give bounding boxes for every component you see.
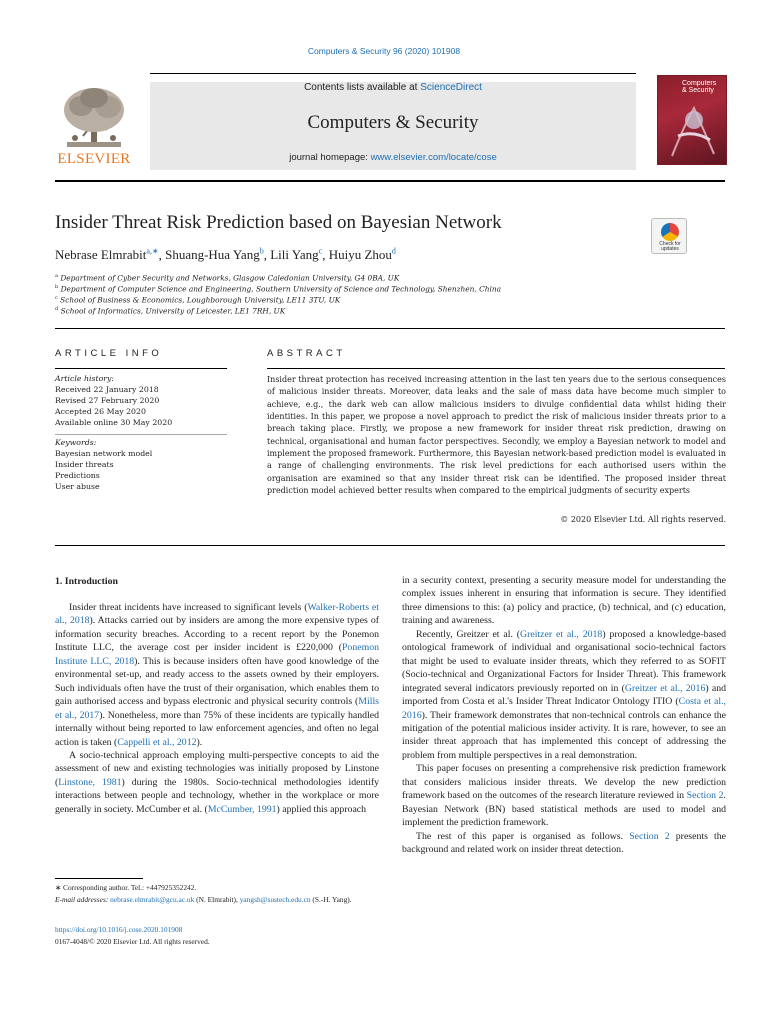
keyword: User abuse [55,482,100,491]
footnote-rule [55,878,143,879]
citation-link[interactable]: Cappelli et al., 2012 [117,736,197,748]
homepage-line [150,152,636,163]
email-addresses: E-mail addresses: nebrase.elmrabit@gcu.ac.uk (N. Elmrabit), yangsh@sustech.edu.cn (S.-H. Yang). [55,895,352,904]
email-link[interactable]: nebrase.elmrabit@gcu.ac.uk [110,895,195,904]
check-updates-label [652,242,688,252]
journal-title: Computers & Security [307,112,479,133]
section-link[interactable]: Section 2 [686,790,724,802]
paragraph: The rest of this paper is organised as follows. Section 2 presents the background and related work on insider threat detection. [402,830,727,856]
paragraph: Insider threat incidents have increased to significant levels (Walker-Roberts et al., 2018). Attacks carried out by insiders are among the more expensive types of information security breaches. According to a recent report by the Ponemon Institute LLC, the average cost per insider incident is £220,000 (Ponemon Institute LLC, 2018). This is because insiders often have good knowledge of the environmental set-up, and ready access to the assets owned by their employers. Such individuals often have the trust of their organisation, which enables them to gain authorised access and bypass electronic and physical security controls (Mills et al., 2017). Nonetheless, more than 75% of these incidents are typically handled internally without being reported to law enforcement agencies, and often no legal action is taken (Cappelli et al., 2012). [55,602,380,748]
citation-link[interactable]: Linstone, 1981 [58,776,122,788]
citation-link[interactable]: Costa et al., 2016 [402,696,726,721]
section-heading-introduction: 1. Introduction [55,576,118,587]
section-link[interactable]: Section 2 [629,830,670,842]
keyword: Bayesian network model [55,449,153,458]
abstract-copyright: © 2020 Elsevier Ltd. All rights reserved. [560,515,726,524]
author[interactable]: Huiyu Zhou$^d$ [328,247,396,263]
article-info-heading: ARTICLE INFO [55,348,163,359]
article-history [55,373,230,428]
paper-title: Insider Threat Risk Prediction based on Bayesian Network [55,212,502,233]
paragraph: This paper focuses on presenting a comprehensive risk prediction framework that considers malicious insider threats. We develop the new prediction framework based on the outcomes of the research literature reviewed in Section 2. Bayesian Network (BN) based statistical methods are used to model and implement the prediction framework. [402,763,726,829]
journal-reference[interactable]: Computers & Security 96 (2020) 101908 [307,46,461,56]
keywords-label: Keywords: [55,438,97,447]
cover-title-line1: Computers [682,80,717,87]
corresponding-author-note: ∗ Corresponding author. Tel.: +447925352242. [55,883,197,892]
history-label: Article history: [55,374,115,383]
keywords-rule [55,434,227,435]
history-item: Available online 30 May 2020 [55,418,173,427]
header-rule-bottom [55,180,725,182]
check-updates-line1: Check for [659,241,681,247]
homepage-link[interactable]: www.elsevier.com/locate/cose [370,152,497,163]
paragraph: in a security context, presenting a security measure model for understanding the complex issues inherent in ensuring that information is secure. They identified three dimensions to this: (a) policy and practice, (b) technical, and (c) education, training and awareness. [402,575,726,627]
issn-line: 0167-4048/© 2020 Elsevier Ltd. All rights reserved. [55,937,210,946]
contents-line [150,82,636,93]
paragraph: A socio-technical approach employing multi-perspective concepts to aid the assessment of new and existing technologies was initially proposed by Linstone (Linstone, 1981) during the 1980s. Socio-technical methodologies identify interactions between people and technology, whether in the workplace or more generally in society. McCumber et al. (McCumber, 1991) applied this approach [55,749,379,815]
check-for-updates-button[interactable] [651,218,687,254]
history-item: Revised 27 February 2020 [55,396,160,405]
citation-link[interactable]: Walker-Roberts et al., 2018 [55,602,379,627]
cover-title-line2: & Security [682,87,714,94]
affiliation-divider [55,328,725,329]
author[interactable]: Shuang-Hua Yang$^b$ [165,247,264,263]
abstract-text: Insider threat protection has received increasing attention in the last ten years due to the serious consequences of malicious insider threats. Moreover, data leaks and the sale of mass data have become much simpler to achieve, e.g., the dark web can allow malicious insiders to divulge confidential data whilst hiding their identities. In this paper, we propose a novel approach to predict the risk of malicious insider threats prior to a breach taking place. Firstly, we propose a new framework for insider threat risk prediction, drawing on technical, organisational and human factor perspectives. Secondly, we employ a Bayesian network to model and implement the proposed framework. Furthermore, this Bayesian network-based prediction model is evaluated in a range of challenging environments. The risk level predictions for each authorised users within the organisation are examined so that any insider threat risk can be identified. The proposed insider threat prediction model achieved better results when compared to the empirical judgments of security experts [267,375,726,496]
citation-link[interactable]: Ponemon Institute LLC, 2018 [55,642,379,667]
affiliation: $^d$ School of Informatics, University of Leicester, LE1 7RH, UK [55,306,286,316]
cover-art-icon [664,96,722,162]
doi-link[interactable]: https://doi.org/10.1016/j.cose.2020.101908 [55,925,183,934]
homepage-prefix: journal homepage: [289,152,371,163]
journal-cover-image[interactable] [657,75,727,165]
affiliation: $^a$ Department of Cyber Security and Networks, Glasgow Caledonian University, G4 0BA, UK [55,273,400,283]
elsevier-wordmark[interactable]: ELSEVIER [57,151,131,167]
check-updates-icon [661,223,679,241]
article-info-rule [55,368,227,369]
cover-title [682,80,716,94]
affiliation: $^c$ School of Business & Economics, Loughborough University, LE11 3TU, UK [55,295,341,305]
history-item: Received 22 January 2018 [55,385,159,394]
left-column-text [55,601,379,816]
keywords [55,437,230,492]
citation-link[interactable]: Greitzer et al., 2018 [520,628,603,640]
header-rule-top [150,73,636,74]
author[interactable]: Lili Yang$^c$ [270,247,323,263]
email-link[interactable]: yangsh@sustech.edu.cn [239,895,311,904]
contents-prefix: Contents lists available at [304,82,421,93]
right-column-text [402,574,726,857]
affiliation: $^b$ Department of Computer Science and Engineering, Southern University of Science and Technology, Shenzhen, China [55,284,502,294]
abstract-end-rule [55,545,725,546]
sciencedirect-link[interactable]: ScienceDirect [420,82,482,93]
keyword: Insider threats [55,460,114,469]
citation-link[interactable]: McCumber, 1991 [207,803,277,815]
citation-link[interactable]: Greitzer et al., 2016 [624,682,706,694]
check-updates-line2: updates [661,246,679,252]
keyword: Predictions [55,471,100,480]
history-item: Accepted 26 May 2020 [55,407,146,416]
citation-link[interactable]: Mills et al., 2017 [55,696,379,721]
abstract-rule [267,368,725,369]
author-list: Nebrase Elmrabit$^{a,∗}$, Shuang-Hua Yang$^b$, Lili Yang$^c$, Huiyu Zhou$^d$ [55,247,396,263]
abstract-heading: ABSTRACT [267,348,346,359]
author[interactable]: Nebrase Elmrabit$^{a,∗}$ [55,247,159,263]
paragraph: Recently, Greitzer et al. (Greitzer et al., 2018) proposed a knowledge-based ontological framework of individual and organisational socio-technical factors that might be used to evaluate insider threats, which they referred to as SOFIT (Socio-technical and Organizational Factors for Insider Threat). This framework integrated several indicators previously reported on in (Greitzer et al., 2016) and imported from Costa et al.'s Insider Threat Indicator Ontology ITIO (Costa et al., 2016). Their framework demonstrates that non-technical controls can enhance the mitigation of the potential malicious insider activity. It is rare, however, to see an insider threat approach that has implemented this concept of addressing the problem from multiple perspectives in a real demonstration. [402,628,727,761]
